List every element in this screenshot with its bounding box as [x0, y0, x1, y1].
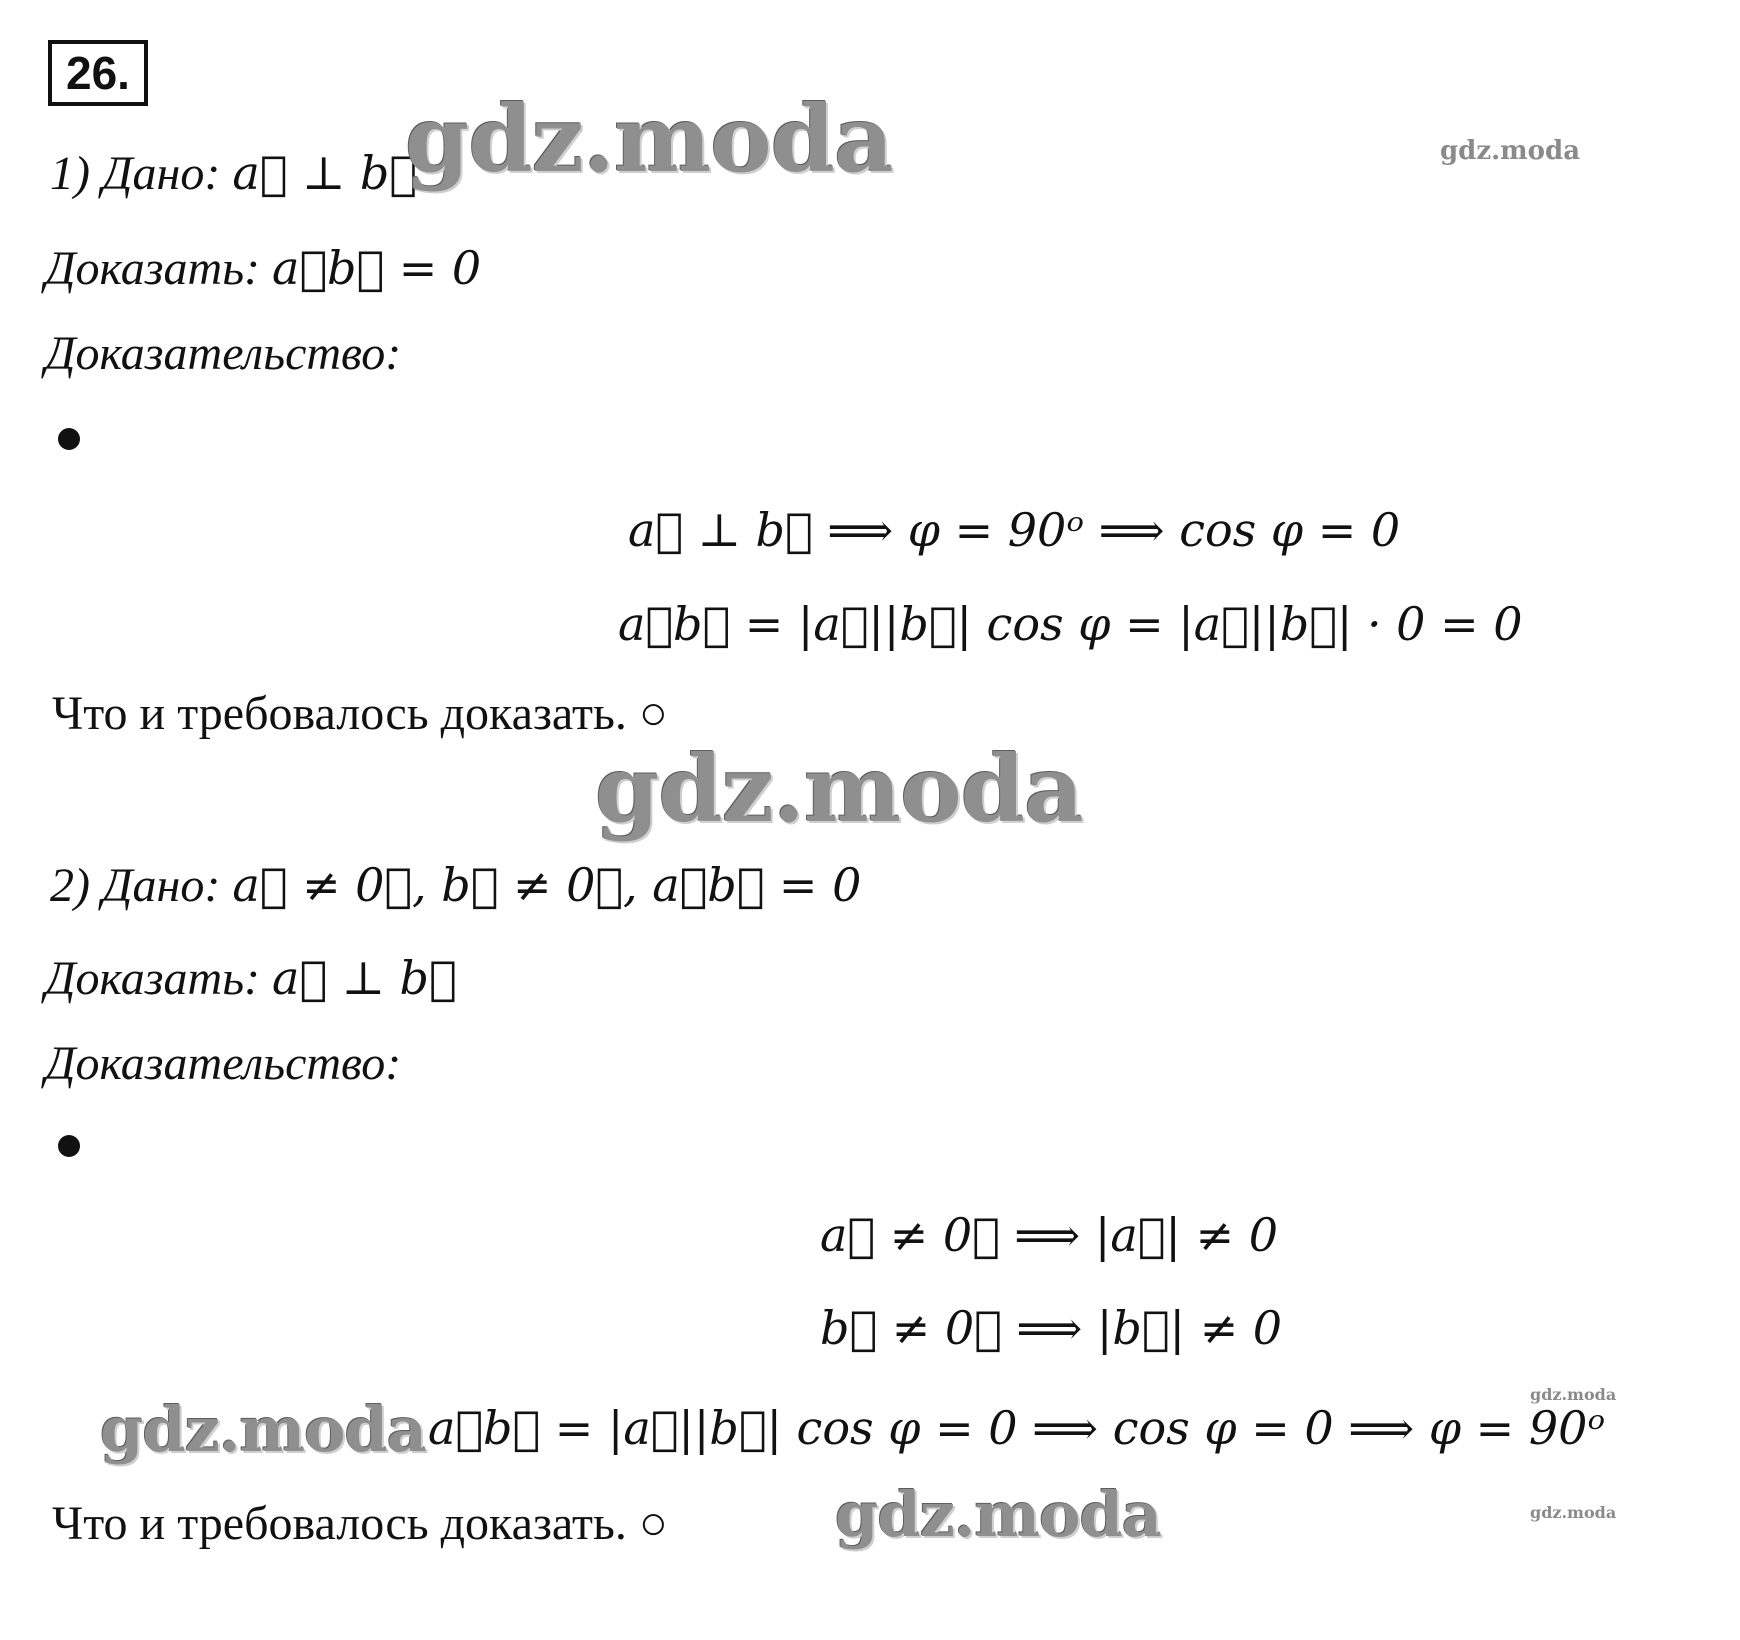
part2-equation-2: b⃗ ≠ 0⃗ ⟹ |b⃗| ≠ 0	[820, 1301, 1282, 1355]
part1-prove	[45, 241, 482, 295]
watermark-bottom-right-small-2: gdz.moda	[1530, 1503, 1617, 1522]
part1-equation-2: a⃗b⃗ = |a⃗||b⃗| cos φ = |a⃗||b⃗| · 0 = 0	[618, 597, 1523, 651]
part2-prove-math: a⃗ ⊥ b⃗	[272, 951, 457, 1005]
part1-proof-label: Доказательство:	[45, 327, 402, 380]
part1-conclusion: Что и требовалось доказать. ○	[52, 687, 668, 740]
part1-prove-math: a⃗b⃗ = 0	[272, 241, 482, 295]
part2-prove-label: Доказать:	[45, 952, 261, 1005]
watermark-top-right-small: gdz.moda	[1440, 136, 1581, 166]
part2-equation-1: a⃗ ≠ 0⃗ ⟹ |a⃗| ≠ 0	[820, 1208, 1278, 1262]
part1-given	[50, 146, 417, 200]
part2-given-label: 2) Дано:	[50, 859, 221, 912]
watermark-bottom-right-small-1: gdz.moda	[1530, 1385, 1617, 1404]
part1-given-math: a⃗ ⊥ b⃗	[232, 146, 417, 200]
part2-equation-3: a⃗b⃗ = |a⃗||b⃗| cos φ = 0 ⟹ cos φ = 0 ⟹ φ = 90ᵒ	[428, 1401, 1606, 1455]
part2-bullet	[58, 1135, 80, 1157]
part1-given-label: 1) Дано:	[50, 147, 221, 200]
part2-given-math: a⃗ ≠ 0⃗, b⃗ ≠ 0⃗, a⃗b⃗ = 0	[232, 858, 862, 912]
part2-prove	[45, 951, 457, 1005]
watermark-bottom: gdz.moda	[835, 1478, 1161, 1551]
part2-conclusion: Что и требовалось доказать. ○	[52, 1497, 668, 1550]
part1-prove-label: Доказать:	[45, 242, 261, 295]
part2-given	[50, 858, 862, 912]
watermark-top: gdz.moda	[405, 85, 893, 193]
watermark-bottom-left: gdz.moda	[100, 1393, 426, 1466]
part1-bullet	[58, 428, 80, 450]
watermark-middle: gdz.moda	[595, 735, 1083, 843]
problem-number: 26.	[48, 40, 148, 106]
part2-proof-label: Доказательство:	[45, 1037, 402, 1090]
part1-equation-1: a⃗ ⊥ b⃗ ⟹ φ = 90ᵒ ⟹ cos φ = 0	[628, 503, 1401, 557]
